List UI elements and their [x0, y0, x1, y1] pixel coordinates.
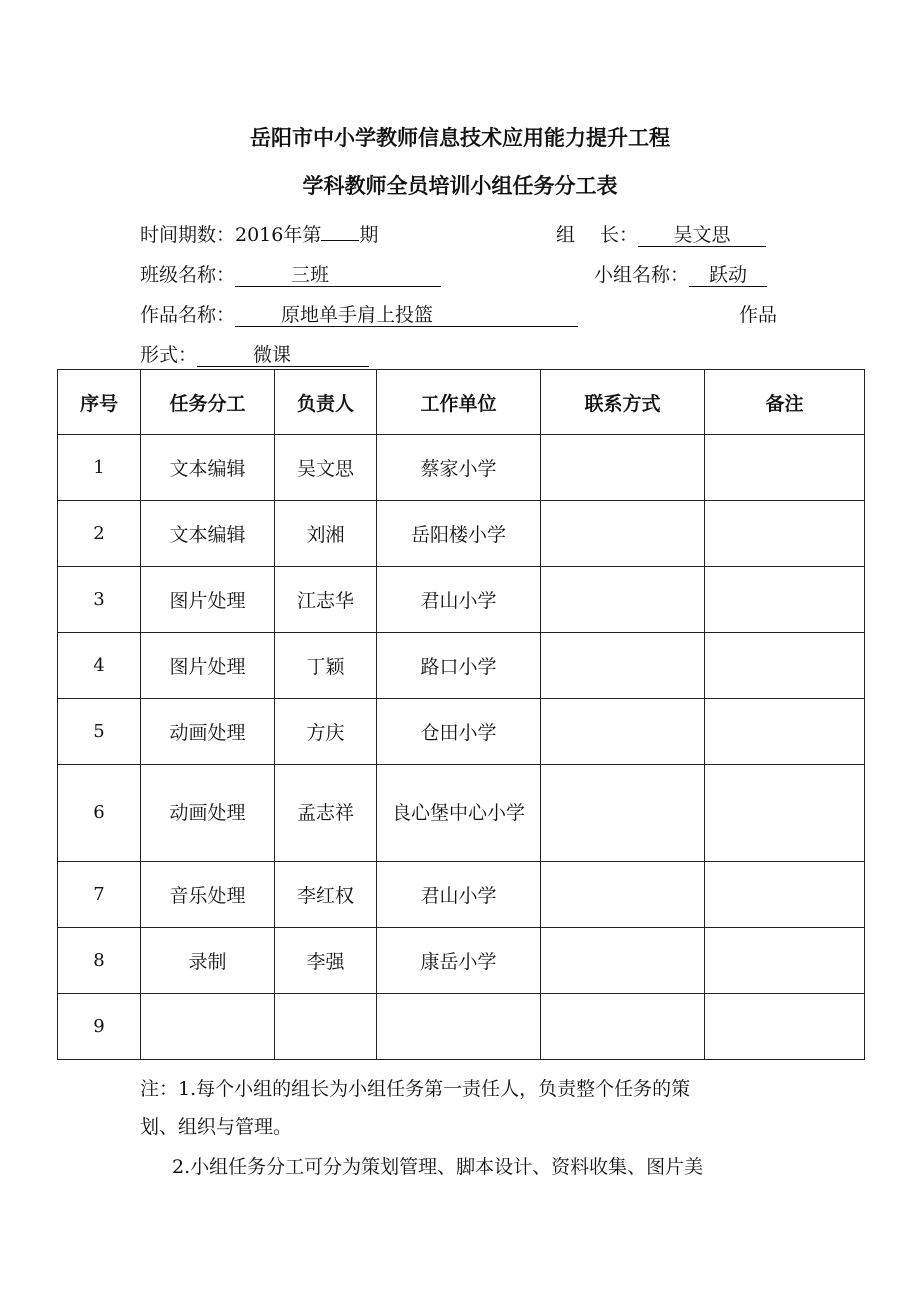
cell-unit: 路口小学 [377, 633, 541, 699]
cell-unit: 康岳小学 [377, 928, 541, 994]
leader-label: 组 长： [556, 224, 639, 246]
cell-remark [705, 928, 865, 994]
cell-unit: 良心堡中心小学 [377, 765, 541, 862]
table-row [58, 699, 865, 765]
cell-contact [541, 501, 705, 567]
class-value: 三班 [291, 264, 330, 286]
form-label-part2: 形式： [140, 344, 198, 366]
leader-value: 吴文思 [638, 224, 766, 247]
cell-contact [541, 435, 705, 501]
group-label: 小组名称： [594, 264, 690, 286]
table-row [58, 501, 865, 567]
cell-contact [541, 928, 705, 994]
class-label: 班级名称： [140, 264, 236, 286]
class-field [140, 260, 441, 287]
cell-person: 方庆 [275, 699, 377, 765]
document-title: 岳阳市中小学教师信息技术应用能力提升工程 [250, 126, 670, 150]
leader-field [556, 220, 766, 247]
header-contact: 联系方式 [541, 370, 705, 435]
cell-contact [541, 862, 705, 928]
cell-contact [541, 633, 705, 699]
note-line-2: 划、组织与管理。 [140, 1116, 293, 1138]
cell-unit: 君山小学 [377, 567, 541, 633]
cell-unit: 仓田小学 [377, 699, 541, 765]
cell-remark [705, 567, 865, 633]
form-label-part1: 作品 [739, 304, 778, 326]
cell-contact [541, 765, 705, 862]
cell-no: 2 [58, 501, 141, 567]
header-task: 任务分工 [141, 370, 275, 435]
cell-unit: 岳阳楼小学 [377, 501, 541, 567]
cell-task: 文本编辑 [141, 501, 275, 567]
header-remark: 备注 [705, 370, 865, 435]
cell-no: 6 [58, 765, 141, 862]
form-value: 微课 [253, 344, 292, 366]
cell-person: 丁颖 [275, 633, 377, 699]
work-value: 原地单手肩上投篮 [281, 304, 434, 326]
cell-person: 刘湘 [275, 501, 377, 567]
cell-contact [541, 567, 705, 633]
note-line-1: 注：1.每个小组的组长为小组任务第一责任人，负责整个任务的策 [140, 1078, 691, 1100]
form-field [140, 340, 369, 367]
cell-task: 动画处理 [141, 699, 275, 765]
cell-remark [705, 862, 865, 928]
header-person: 负责人 [275, 370, 377, 435]
period-label: 时间期数：2016年第 [140, 224, 322, 246]
cell-no: 9 [58, 994, 141, 1060]
period-field [140, 220, 378, 247]
table-row [58, 633, 865, 699]
cell-remark [705, 501, 865, 567]
task-table [57, 369, 865, 1060]
group-field [594, 260, 767, 287]
cell-person: 吴文思 [275, 435, 377, 501]
cell-task: 音乐处理 [141, 862, 275, 928]
period-suffix: 期 [359, 224, 379, 246]
cell-person: 江志华 [275, 567, 377, 633]
work-field [140, 300, 578, 327]
cell-remark [705, 765, 865, 862]
document-subtitle: 学科教师全员培训小组任务分工表 [302, 174, 618, 198]
cell-remark [705, 435, 865, 501]
cell-task: 文本编辑 [141, 435, 275, 501]
cell-person [275, 994, 377, 1060]
cell-no: 5 [58, 699, 141, 765]
cell-task [141, 994, 275, 1060]
cell-no: 7 [58, 862, 141, 928]
cell-contact [541, 699, 705, 765]
cell-task: 图片处理 [141, 633, 275, 699]
table-row [58, 994, 865, 1060]
table-row [58, 928, 865, 994]
group-value: 跃动 [689, 264, 767, 287]
cell-remark [705, 994, 865, 1060]
note-line-3: 2.小组任务分工可分为策划管理、脚本设计、资料收集、图片美 [172, 1156, 704, 1178]
cell-person: 孟志祥 [275, 765, 377, 862]
cell-contact [541, 994, 705, 1060]
header-unit: 工作单位 [377, 370, 541, 435]
cell-person: 李红权 [275, 862, 377, 928]
table-row [58, 862, 865, 928]
cell-unit: 蔡家小学 [377, 435, 541, 501]
work-label: 作品名称： [140, 304, 236, 326]
header-no: 序号 [58, 370, 141, 435]
table-row [58, 435, 865, 501]
cell-no: 8 [58, 928, 141, 994]
period-value [321, 240, 359, 241]
cell-unit [377, 994, 541, 1060]
cell-no: 1 [58, 435, 141, 501]
table-row [58, 765, 865, 862]
cell-no: 3 [58, 567, 141, 633]
cell-person: 李强 [275, 928, 377, 994]
cell-remark [705, 633, 865, 699]
cell-task: 动画处理 [141, 765, 275, 862]
cell-task: 录制 [141, 928, 275, 994]
cell-no: 4 [58, 633, 141, 699]
cell-task: 图片处理 [141, 567, 275, 633]
cell-unit: 君山小学 [377, 862, 541, 928]
cell-remark [705, 699, 865, 765]
table-header-row [58, 370, 865, 435]
table-row [58, 567, 865, 633]
